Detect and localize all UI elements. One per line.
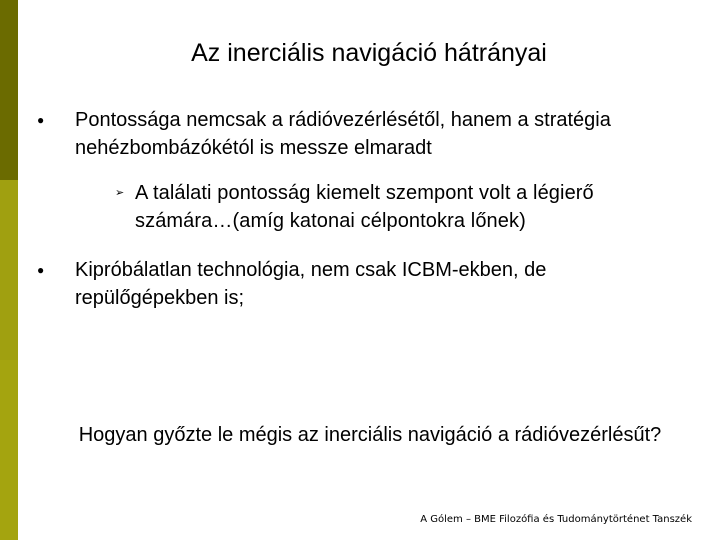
question-text: Hogyan győzte le mégis az inerciális navigáció a rádióvezérlésűt? xyxy=(78,424,662,446)
arrow-bullet-icon: ➢ xyxy=(115,187,125,199)
bullet-item-2 xyxy=(37,256,657,312)
bullet-dot-icon: ● xyxy=(37,263,45,277)
bullet-text-2: Kipróbálatlan technológia, nem csak ICBM-ekben, de repülőgépekben is; xyxy=(75,259,547,309)
bullet-text-1: Pontossága nemcsak a rádióvezérlésétől, hanem a stratégia nehézbombázókétól is messze elmaradt xyxy=(75,109,611,159)
sub-bullet-text-1: A találati pontosság kiemelt szempont volt a légierő számára…(amíg katonai célpontokra lőnek) xyxy=(135,182,594,232)
footer-text: A Gólem – BME Filozófia és Tudománytörténet Tanszék xyxy=(420,514,692,525)
slide-title: Az inerciális navigáció hátrányai xyxy=(191,39,547,67)
sidebar-segment-bottom xyxy=(0,360,18,540)
sidebar-segment-middle xyxy=(0,180,18,360)
sub-bullet-item-1 xyxy=(115,179,675,235)
sidebar-segment-top xyxy=(0,0,18,180)
bullet-dot-icon: ● xyxy=(37,113,45,127)
bullet-item-1 xyxy=(37,106,657,162)
